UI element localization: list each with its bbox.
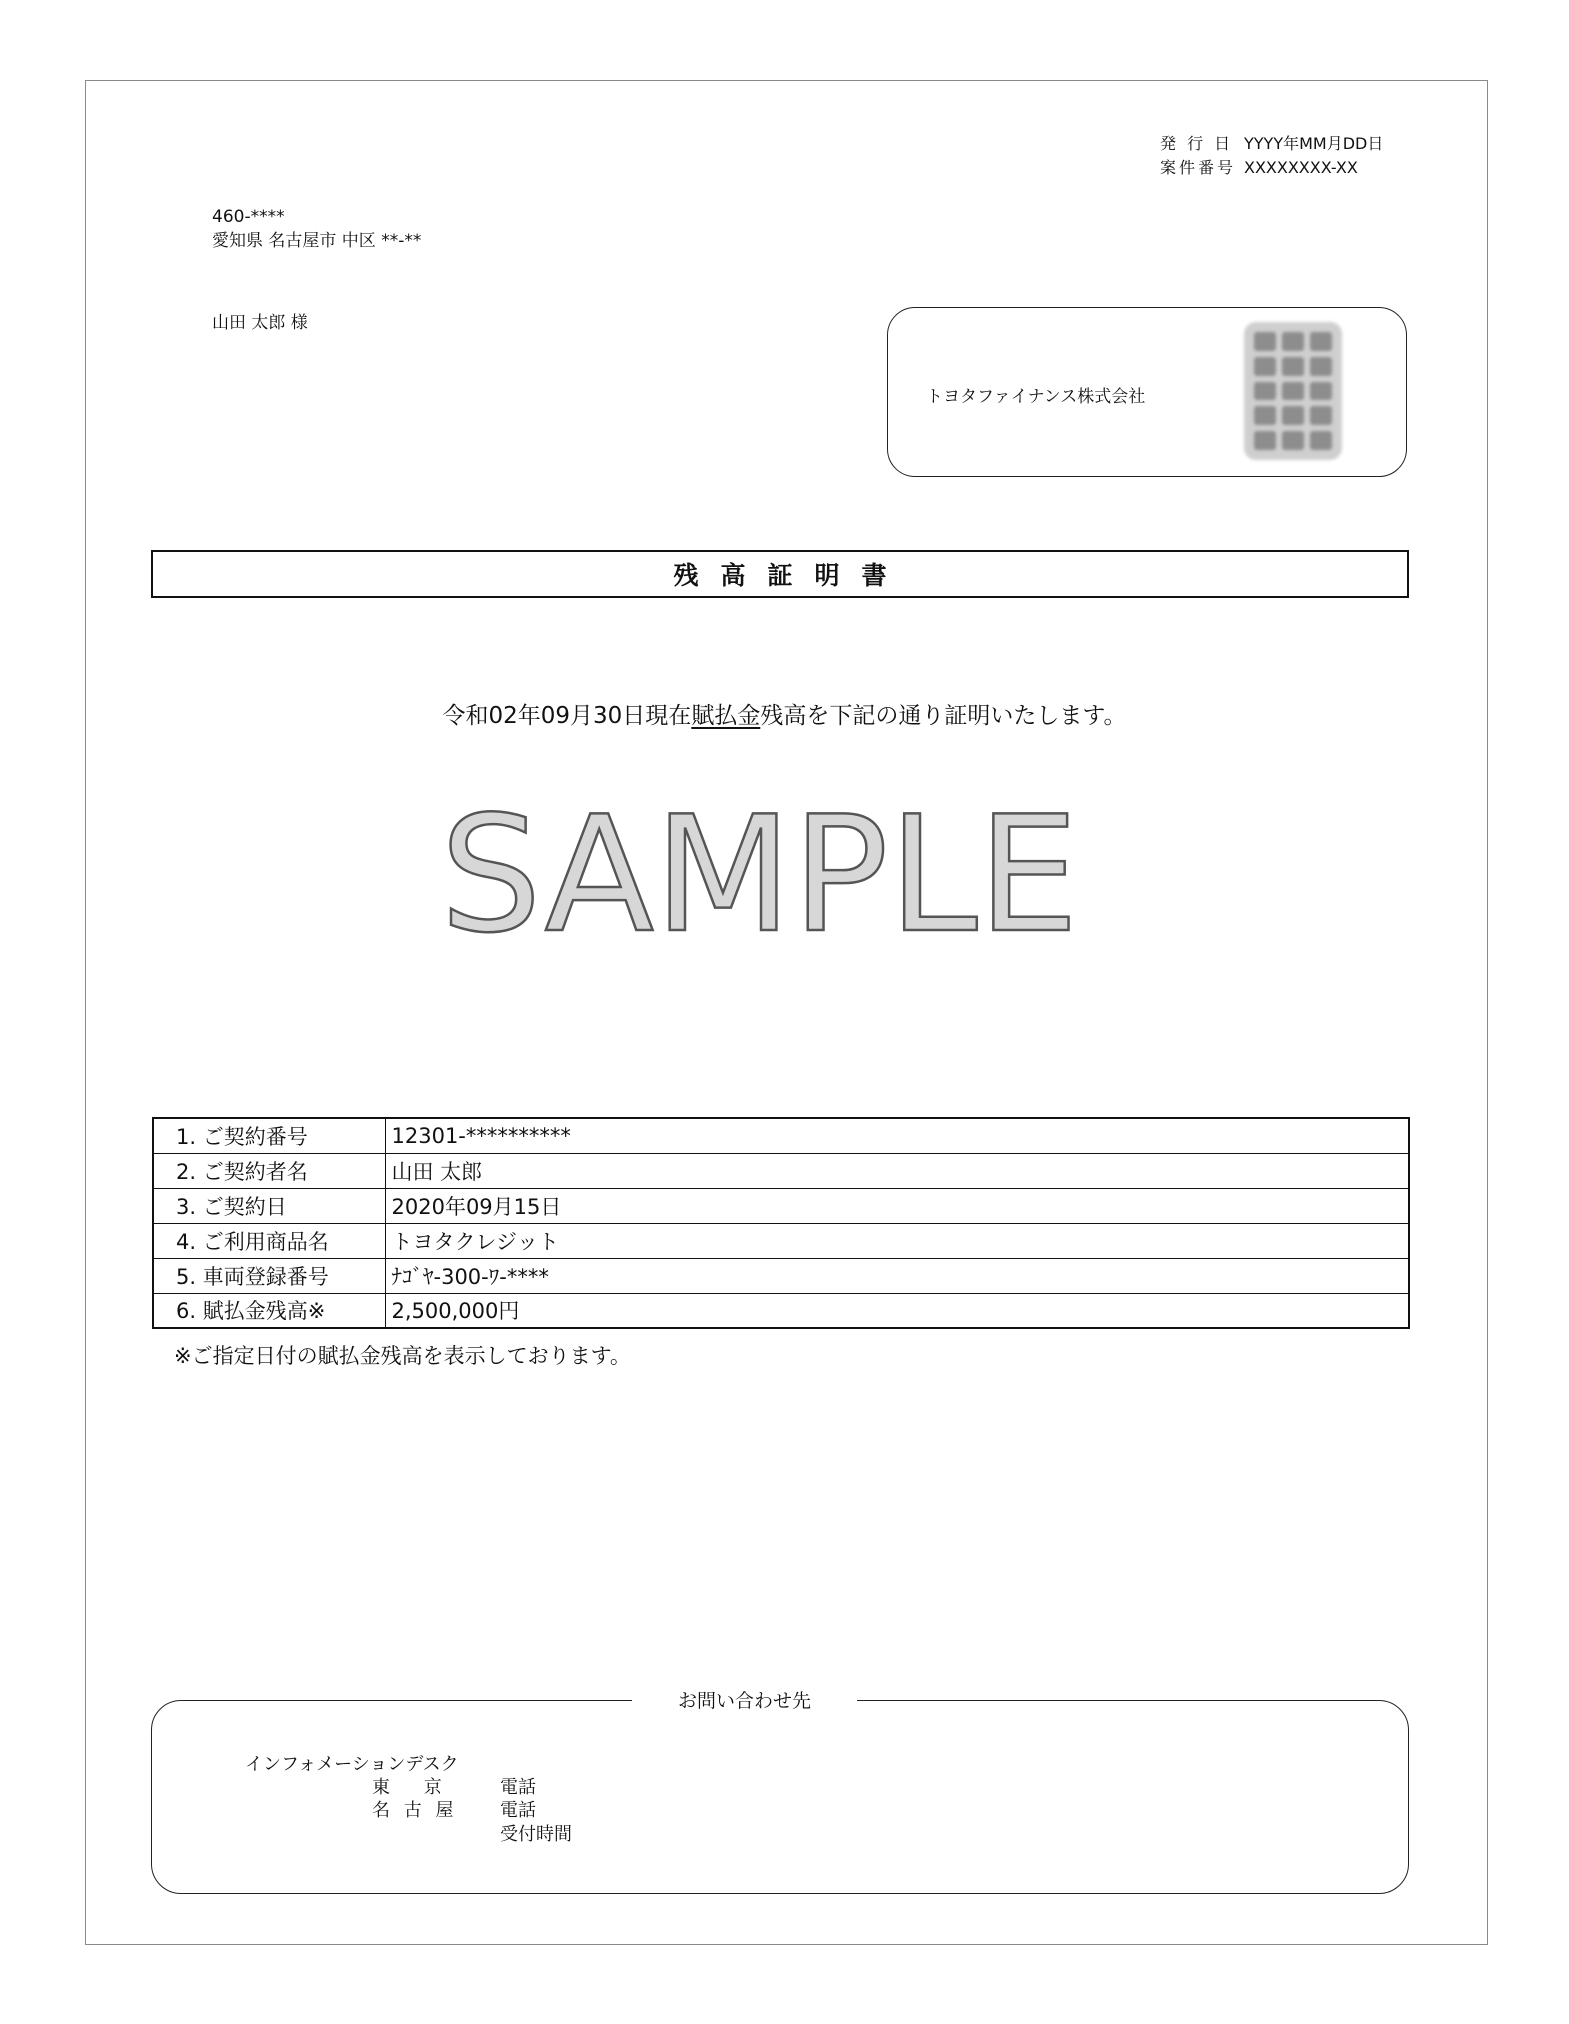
postal-code: 460-****	[212, 207, 285, 227]
tokyo-phone-label: 電話	[500, 1777, 536, 1798]
row-label: 5. 車両登録番号	[153, 1258, 385, 1293]
tokyo-label: 東 京	[372, 1777, 456, 1798]
contract-info-table	[152, 1117, 1410, 1329]
row-label: 3. ご契約日	[153, 1188, 385, 1223]
issue-date-value: YYYY年MM月DD日	[1244, 134, 1384, 153]
nagoya-label: 名 古 屋	[372, 1800, 458, 1821]
table-row	[153, 1293, 1409, 1328]
case-number-label: 案件番号	[1160, 158, 1237, 177]
nagoya-phone-label: 電話	[500, 1800, 536, 1821]
sample-watermark	[440, 790, 1080, 950]
table-row	[153, 1188, 1409, 1223]
company-seal-stamp	[1244, 322, 1342, 460]
contact-title: お問い合わせ先	[632, 1686, 857, 1713]
case-number-value: XXXXXXXX-XX	[1244, 158, 1358, 177]
reception-hours-label: 受付時間	[500, 1824, 572, 1845]
issue-date-row	[1160, 133, 1383, 155]
row-label: 2. ご契約者名	[153, 1153, 385, 1188]
row-value: トヨタクレジット	[385, 1223, 1409, 1258]
row-value: ﾅｺﾞﾔ-300-ﾜ-****	[385, 1258, 1409, 1293]
table-row	[153, 1223, 1409, 1258]
table-row	[153, 1153, 1409, 1188]
document-title-box	[151, 550, 1409, 598]
document-title: 残高証明書	[673, 561, 909, 590]
statement-date: 令和02年09月30日現在	[442, 703, 692, 729]
row-label: 1. ご契約番号	[153, 1118, 385, 1153]
sample-watermark-text: SAMPLE	[440, 790, 1079, 950]
row-label: 6. 賦払金残高※	[153, 1293, 385, 1328]
recipient-name: 山田 太郎 様	[212, 313, 308, 333]
contact-box	[151, 1700, 1409, 1894]
issuer-name: トヨタファイナンス株式会社	[926, 387, 1146, 407]
row-value: 2020年09月15日	[385, 1188, 1409, 1223]
statement-rest: 残高を下記の通り証明いたします。	[760, 703, 1127, 729]
issue-date-label: 発 行 日	[1160, 134, 1234, 153]
statement-underlined-term: 賦払金	[691, 703, 761, 729]
address-line: 愛知県 名古屋市 中区 **-**	[212, 231, 422, 251]
row-value: 山田 太郎	[385, 1153, 1409, 1188]
table-row	[153, 1258, 1409, 1293]
issuer-box	[887, 307, 1407, 477]
case-number-row	[1160, 157, 1358, 179]
row-value: 2,500,000円	[385, 1293, 1409, 1328]
certification-statement	[0, 697, 1569, 730]
row-label: 4. ご利用商品名	[153, 1223, 385, 1258]
row-value: 12301-**********	[385, 1118, 1409, 1153]
information-desk-label: インフォメーションデスク	[245, 1754, 459, 1775]
table-row	[153, 1118, 1409, 1153]
balance-note: ※ご指定日付の賦払金残高を表示しております。	[174, 1344, 631, 1368]
